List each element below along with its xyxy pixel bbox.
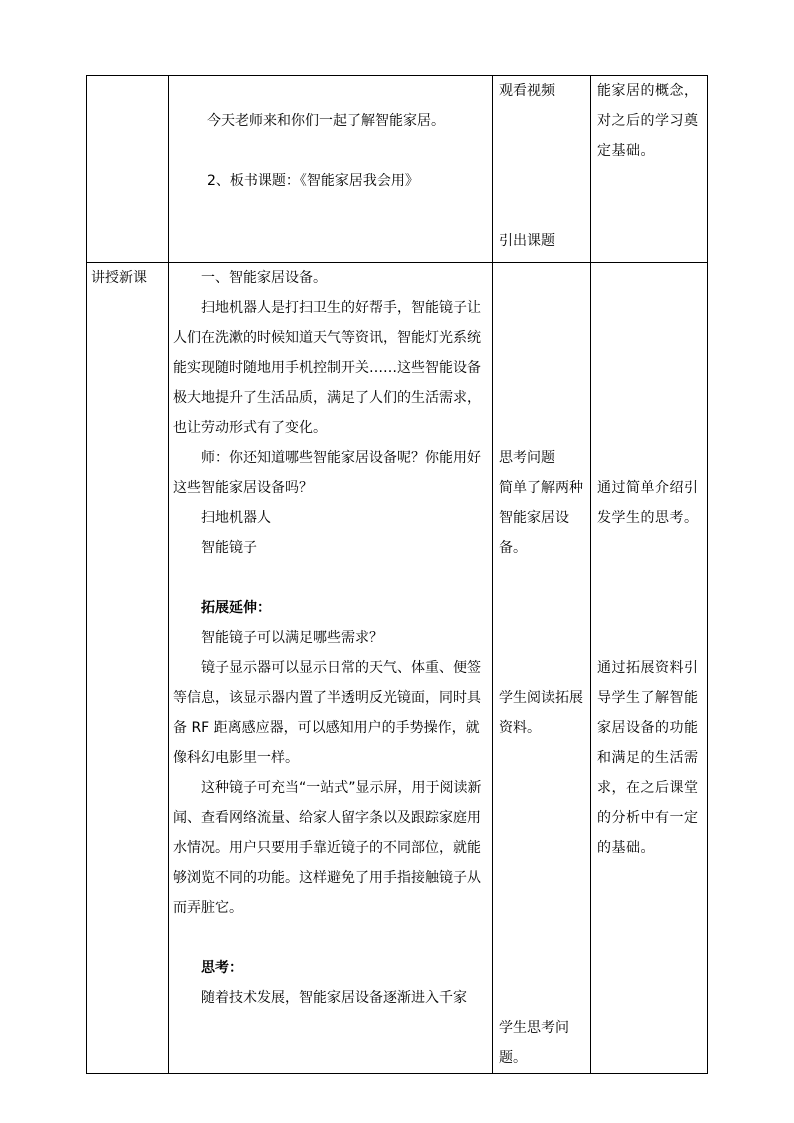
- teacher-activity-cell: [169, 263, 493, 1074]
- purpose-text: 能家居的概念，对之后的学习奠定基础。: [597, 83, 699, 159]
- paragraph: 这种镜子可充当“一站式”显示屏，用于阅读新闻、查看网络流量、给家人留字条以及跟踪家庭用水情况。用户只要用手靠近镜子的不同部位，就能够浏览不同的功能。这样避免了用手指接触镜子从而弄脏它。: [173, 780, 482, 916]
- table-row: [87, 263, 708, 1074]
- lesson-plan-table: [86, 75, 708, 1074]
- stage-cell-empty: [87, 76, 169, 263]
- simple-understand-text: 简单了解两种智能家居设备。: [499, 480, 583, 556]
- student-activity-cell: [493, 263, 591, 1074]
- student-activity-cell: [493, 76, 591, 263]
- section-heading: 一、智能家居设备。: [201, 270, 327, 286]
- device-item: 智能镜子: [201, 540, 257, 556]
- teacher-activity-cell: [169, 76, 493, 263]
- extension-label: 拓展延伸：: [201, 600, 271, 616]
- stage-cell: [87, 263, 169, 1074]
- intro-line: 今天老师来和你们一起了解智能家居。: [207, 113, 445, 129]
- think-question-text: 思考问题: [499, 450, 555, 466]
- board-title: 2、板书课题：《智能家居我会用》: [207, 173, 419, 189]
- design-purpose-cell: [591, 76, 708, 263]
- extension-question: 智能镜子可以满足哪些需求？: [201, 630, 383, 646]
- purpose-text: 通过拓展资料引导学生了解智能家居设备的功能和满足的生活需求，在之后课堂的分析中有一定的基础。: [597, 660, 699, 856]
- think-label: 思考：: [201, 960, 243, 976]
- teacher-question: 师：你还知道哪些智能家居设备呢？你能用好这些智能家居设备吗？: [173, 450, 481, 496]
- introduce-topic-text: 引出课题: [499, 233, 555, 249]
- design-purpose-cell: [591, 263, 708, 1074]
- stage-label: 讲授新课: [91, 270, 147, 286]
- watch-video-text: 观看视频: [499, 83, 555, 99]
- read-material-text: 学生阅读拓展资料。: [499, 690, 583, 736]
- paragraph: 扫地机器人是打扫卫生的好帮手，智能镜子让人们在洗漱的时候知道天气等资讯，智能灯光系统能实现随时随地用手机控制开关……这些智能设备极大地提升了生活品质，满足了人们的生活需求，也让劳动形式有了变化。: [173, 300, 481, 436]
- table-row: [87, 76, 708, 263]
- purpose-text: 通过简单介绍引发学生的思考。: [597, 480, 699, 526]
- paragraph: 随着技术发展，智能家居设备逐渐进入千家: [201, 990, 467, 1006]
- paragraph: 镜子显示器可以显示日常的天气、体重、便签等信息，该显示器内置了半透明反光镜面，同时具备 RF 距离感应器，可以感知用户的手势操作，就像科幻电影里一样。: [173, 660, 481, 766]
- device-item: 扫地机器人: [201, 510, 271, 526]
- student-think-text: 学生思考问题。: [499, 1020, 569, 1066]
